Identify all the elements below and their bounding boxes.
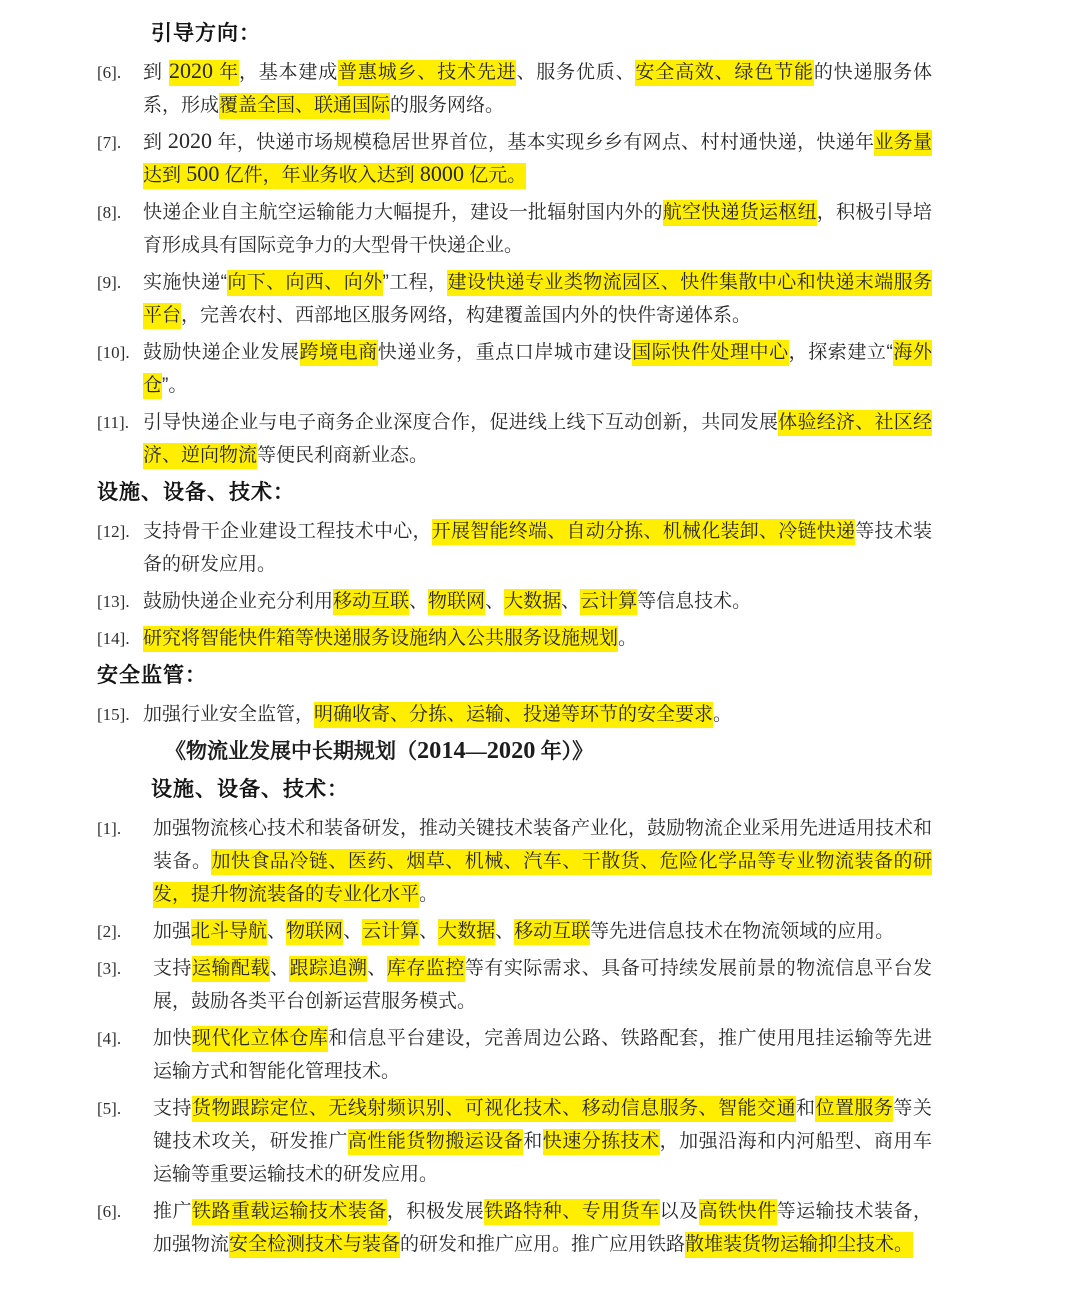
item-text xyxy=(153,915,932,948)
list-item xyxy=(97,56,932,122)
plain-text: 快递业务，重点口岸城市建设 xyxy=(377,342,633,363)
plain-text: 等运输技术装备，加强物流 xyxy=(153,1201,932,1255)
plain-text: 支持 xyxy=(153,1098,192,1119)
plain-text: 的研发和推广应用。推广应用铁路 xyxy=(400,1234,686,1255)
highlighted-text: 铁路特种、专用货车 xyxy=(484,1199,659,1225)
plain-text: ，积极发展 xyxy=(386,1201,485,1222)
plain-text: 的服务网络。 xyxy=(390,95,505,116)
item-text xyxy=(143,266,932,332)
highlighted-text: 业务量达到 500 亿件，年业务收入达到 8000 亿元。 xyxy=(143,130,932,189)
highlighted-text: 大数据 xyxy=(438,919,495,945)
highlighted-text: 冷链快递 xyxy=(778,519,855,545)
plain-text: ，基本建成 xyxy=(238,62,339,83)
highlighted-text: 运输配载 xyxy=(192,956,270,982)
highlighted-text: 体验经济、社区经济、逆向物流 xyxy=(143,410,932,469)
highlighted-text: 2020 年 xyxy=(169,60,239,86)
item-number: [6]. xyxy=(97,63,122,82)
plain-text: 加强物流核心技术和装备研发，推动关键技术装备产业化，鼓励物流企业采用先进适用技术和装备。 xyxy=(153,818,933,872)
list-item xyxy=(97,698,932,731)
item-number: [3]. xyxy=(97,959,122,978)
numeral-text: 8000 xyxy=(419,161,464,186)
item-text xyxy=(143,126,932,192)
plain-text: ，加强沿海和内河船型、商用车运输等重要运输技术的研发应用。 xyxy=(153,1131,932,1185)
list-item xyxy=(97,1022,932,1088)
highlighted-text: 无线射频识别、 xyxy=(328,1096,464,1122)
list-item xyxy=(97,126,932,192)
list-item xyxy=(97,585,932,618)
plain-text: 实施快递“ xyxy=(143,272,227,293)
item-number: [9]. xyxy=(97,273,122,292)
item-text xyxy=(153,1022,932,1088)
item-number: [8]. xyxy=(97,203,122,222)
plain-text: 推广 xyxy=(153,1201,192,1222)
plain-text: 快递企业自主航空运输能力大幅提升，建设一批辐射国内外的 xyxy=(143,202,663,223)
highlighted-text: 开展智能终端、 xyxy=(432,519,567,545)
highlighted-text: 技术先进 xyxy=(437,60,516,86)
plain-text: 。 xyxy=(618,628,638,649)
plain-text: 到 xyxy=(143,62,169,83)
highlighted-text: 明确收寄、分拣、运输、投递等环节的安全要求 xyxy=(314,702,713,728)
highlighted-text: 海外仓 xyxy=(143,340,932,399)
item-text xyxy=(143,336,932,402)
numeral-text: 2020 xyxy=(486,737,536,764)
numeral-text: 2014 xyxy=(417,737,466,764)
plain-text: 等先进信息技术在物流领域的应用。 xyxy=(590,921,895,942)
highlighted-text: 现代化立体仓库 xyxy=(192,1026,328,1052)
plain-text: 、 xyxy=(409,591,429,612)
plain-text: 等技术装备的研发应用。 xyxy=(143,521,932,575)
numeral-text: 2020 xyxy=(168,58,213,83)
highlighted-text: 联通国际 xyxy=(314,93,390,119)
list-item xyxy=(97,1092,932,1191)
plain-text: 和 xyxy=(795,1098,816,1119)
plain-text: 等有实际需求、具备可持续发展前景的物流信息平台发展，鼓励各类平台创新运营服务模式。 xyxy=(153,958,932,1012)
numeral-text: 500 xyxy=(186,161,220,186)
document-title: 《物流业发展中长期规划（2014—2020 年）》 xyxy=(165,737,594,764)
section-heading: 引导方向： xyxy=(151,22,261,45)
item-number: [7]. xyxy=(97,133,122,152)
item-number: [2]. xyxy=(97,922,122,941)
list-item xyxy=(97,196,932,262)
item-text xyxy=(143,585,932,618)
plain-text: 支持骨干企业建设工程技术中心， xyxy=(143,521,432,542)
plain-text: 等便民利商新业态。 xyxy=(257,445,429,466)
highlighted-text: 机械化装卸、 xyxy=(663,519,779,545)
item-text xyxy=(143,622,932,655)
plain-text: 鼓励快递企业充分利用 xyxy=(143,591,334,612)
plain-text: 加强行业安全监管， xyxy=(143,704,315,725)
item-number: [13]. xyxy=(97,592,130,611)
list-item xyxy=(97,515,932,581)
list-item xyxy=(97,1195,932,1261)
item-number: [10]. xyxy=(97,343,130,362)
plain-text: ”。 xyxy=(162,375,188,396)
list-item xyxy=(97,622,932,655)
plain-text: 。 xyxy=(713,704,733,725)
highlighted-text: 云计算 xyxy=(362,919,419,945)
highlighted-text: 智能交通 xyxy=(718,1096,796,1122)
item-text xyxy=(153,1092,932,1191)
highlighted-text: 库存监控 xyxy=(387,956,465,982)
highlighted-text: 跟踪追溯 xyxy=(289,956,367,982)
highlighted-text: 快速分拣技术 xyxy=(543,1129,660,1155)
plain-text: ，探索建立“ xyxy=(788,342,893,363)
plain-text: ，积极引导培育形成具有国际竞争力的大型骨干快递企业。 xyxy=(143,202,932,256)
plain-text: 等信息技术。 xyxy=(637,591,752,612)
list-item xyxy=(97,266,932,332)
highlighted-text: 货物跟踪定位、 xyxy=(192,1096,328,1122)
plain-text: 的快递服务体系，形成 xyxy=(143,62,932,116)
highlighted-text: 建设快递专业类物流园区、快件集散中心和快递末端服务平台 xyxy=(143,270,932,329)
plain-text: 引导快递企业与电子商务企业深度合作，促进线上线下互动创新，共同发展 xyxy=(143,412,779,433)
plain-text: 、服务优质、 xyxy=(516,62,636,83)
highlighted-text: 安全检测技术与装备 xyxy=(229,1232,400,1258)
section-heading: 安全监管： xyxy=(97,664,207,687)
list-item xyxy=(97,336,932,402)
plain-text: ”工程， xyxy=(382,272,448,293)
plain-text: 到 2020 年，快递市场规模稳居世界首位，基本实现乡乡有网点、村村通快递，快递年 xyxy=(143,128,875,153)
highlighted-text: 云计算 xyxy=(580,589,637,615)
list-item xyxy=(97,406,932,472)
plain-text: 以及 xyxy=(659,1201,699,1222)
highlighted-text: 跨境电商 xyxy=(300,340,378,366)
item-number: [4]. xyxy=(97,1029,122,1048)
list-item xyxy=(97,812,932,911)
item-text xyxy=(143,698,932,731)
highlighted-text: 移动信息服务、 xyxy=(582,1096,718,1122)
item-number: [5]. xyxy=(97,1099,122,1118)
item-text xyxy=(143,56,932,122)
plain-text: 、 xyxy=(269,958,290,979)
item-number: [15]. xyxy=(97,705,130,724)
list-item xyxy=(97,952,932,1018)
highlighted-text: 航空快递货运枢纽 xyxy=(663,200,817,226)
plain-text: 和信息平台建设，完善周边公路、铁路配套，推广使用甩挂运输等先进运输方式和智能化管理技术。 xyxy=(153,1028,932,1082)
highlighted-text: 高性能货物搬运设备 xyxy=(348,1129,523,1155)
highlighted-text: 可视化技术、 xyxy=(465,1096,582,1122)
item-number: [14]. xyxy=(97,629,130,648)
list-item xyxy=(97,915,932,948)
plain-text: 加快 xyxy=(153,1028,192,1049)
plain-text: 、 xyxy=(485,591,505,612)
plain-text: 等关键技术攻关，研发推广 xyxy=(153,1098,932,1152)
plain-text: ，完善农村、西部地区服务网络，构建覆盖国内外的快件寄递体系。 xyxy=(181,305,752,326)
plain-text: 、 xyxy=(419,921,439,942)
highlighted-text: 国际快件处理中心 xyxy=(632,340,789,366)
highlighted-text: 散堆装货物运输抑尘技术。 xyxy=(685,1232,913,1258)
highlighted-text: 安全高效、 xyxy=(635,60,734,86)
plain-text: 和 xyxy=(523,1131,543,1152)
highlighted-text: 铁路重载运输技术装备 xyxy=(192,1199,387,1225)
plain-text: 加强 xyxy=(153,921,192,942)
highlighted-text: 绿色节能 xyxy=(735,60,814,86)
section-heading: 设施、设备、技术： xyxy=(151,778,349,801)
highlighted-text: 普惠城乡、 xyxy=(338,60,437,86)
highlighted-text: 覆盖全国、 xyxy=(219,93,314,119)
highlighted-text: 向下、向西、向外 xyxy=(227,270,383,296)
highlighted-text: 物联网 xyxy=(286,919,343,945)
highlighted-text: 移动互联 xyxy=(514,919,590,945)
plain-text: 、 xyxy=(367,958,387,979)
highlighted-text: 研究将智能快件箱等快递服务设施纳入公共服务设施规划 xyxy=(143,626,618,652)
highlighted-text: 物联网 xyxy=(428,589,485,615)
item-number: [12]. xyxy=(97,522,130,541)
item-text xyxy=(143,515,932,581)
plain-text: 、 xyxy=(343,921,363,942)
item-text xyxy=(143,196,932,262)
highlighted-text: 北斗导航 xyxy=(191,919,267,945)
item-text xyxy=(153,812,932,911)
item-number: [1]. xyxy=(97,819,122,838)
item-number: [6]. xyxy=(97,1202,122,1221)
plain-text: 、 xyxy=(495,921,515,942)
item-text xyxy=(153,1195,932,1261)
highlighted-text: 移动互联 xyxy=(333,589,409,615)
plain-text: 鼓励快递企业发展 xyxy=(143,342,300,363)
plain-text: 支持 xyxy=(153,958,192,979)
highlighted-text: 大数据 xyxy=(504,589,561,615)
section-heading: 设施、设备、技术： xyxy=(97,481,295,504)
item-text xyxy=(153,952,932,1018)
plain-text: 、 xyxy=(561,591,581,612)
item-text xyxy=(143,406,932,472)
item-number: [11]. xyxy=(97,413,129,432)
numeral-text: 2020 xyxy=(167,128,212,153)
plain-text: 、 xyxy=(267,921,287,942)
highlighted-text: 位置服务 xyxy=(815,1096,893,1122)
highlighted-text: 自动分拣、 xyxy=(566,519,662,545)
highlighted-text: 高铁快件 xyxy=(699,1199,777,1225)
plain-text: 。 xyxy=(419,884,439,905)
highlighted-text: 加快食品冷链、医药、烟草、机械、汽车、干散货、危险化学品等专业物流装备的研发，提升物流装备的专业化水平 xyxy=(153,849,932,908)
